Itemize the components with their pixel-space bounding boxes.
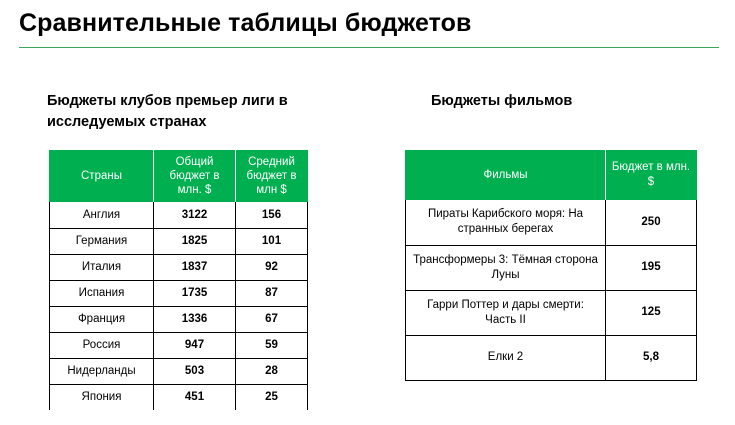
average-budget-cell: 92 xyxy=(236,254,308,280)
table-row xyxy=(406,335,697,380)
country-cell: Япония xyxy=(50,384,154,410)
average-budget-cell: 59 xyxy=(236,332,308,358)
country-cell: Италия xyxy=(50,254,154,280)
table-row xyxy=(406,290,697,335)
film-budget-cell: 125 xyxy=(606,290,697,335)
table-row xyxy=(50,384,308,410)
total-budget-cell: 1837 xyxy=(154,254,236,280)
average-budget-cell: 87 xyxy=(236,280,308,306)
average-budget-cell: 101 xyxy=(236,228,308,254)
film-title-cell: Трансформеры 3: Тёмная сторона Луны xyxy=(406,245,606,290)
table-row xyxy=(406,245,697,290)
film-title-cell: Пираты Карибского моря: На странных берегах xyxy=(406,200,606,245)
table-header-row xyxy=(406,150,697,200)
title-divider xyxy=(19,47,719,48)
average-budget-cell: 67 xyxy=(236,306,308,332)
clubs-budget-table xyxy=(49,150,308,410)
column-header-film: Фильмы xyxy=(406,150,606,200)
country-cell: Россия xyxy=(50,332,154,358)
table-header-row xyxy=(50,150,308,202)
film-budget-cell: 250 xyxy=(606,200,697,245)
table-row xyxy=(50,306,308,332)
total-budget-cell: 1825 xyxy=(154,228,236,254)
total-budget-cell: 3122 xyxy=(154,202,236,228)
country-cell: Франция xyxy=(50,306,154,332)
films-table-heading: Бюджеты фильмов xyxy=(431,93,573,109)
film-title-cell: Гарри Поттер и дары смерти: Часть II xyxy=(406,290,606,335)
film-budget-cell: 195 xyxy=(606,245,697,290)
column-header-total-budget: Общий бюджет в млн. $ xyxy=(154,150,236,202)
clubs-table-heading: Бюджеты клубов премьер лиги в исследуемых странах xyxy=(47,93,288,130)
total-budget-cell: 1336 xyxy=(154,306,236,332)
page-title: Сравнительные таблицы бюджетов xyxy=(19,9,472,37)
column-header-country: Страны xyxy=(50,150,154,202)
total-budget-cell: 503 xyxy=(154,358,236,384)
film-budget-cell: 5,8 xyxy=(606,335,697,380)
table-row xyxy=(50,202,308,228)
total-budget-cell: 451 xyxy=(154,384,236,410)
table-row xyxy=(50,254,308,280)
table-row xyxy=(406,200,697,245)
total-budget-cell: 947 xyxy=(154,332,236,358)
table-row xyxy=(50,332,308,358)
total-budget-cell: 1735 xyxy=(154,280,236,306)
table-row xyxy=(50,280,308,306)
column-header-average-budget: Средний бюджет в млн $ xyxy=(236,150,308,202)
table-row xyxy=(50,228,308,254)
films-budget-table xyxy=(405,150,697,381)
column-header-film-budget: Бюджет в млн. $ xyxy=(606,150,697,200)
average-budget-cell: 156 xyxy=(236,202,308,228)
country-cell: Испания xyxy=(50,280,154,306)
average-budget-cell: 28 xyxy=(236,358,308,384)
film-title-cell: Елки 2 xyxy=(406,335,606,380)
country-cell: Нидерланды xyxy=(50,358,154,384)
table-row xyxy=(50,358,308,384)
average-budget-cell: 25 xyxy=(236,384,308,410)
country-cell: Германия xyxy=(50,228,154,254)
country-cell: Англия xyxy=(50,202,154,228)
